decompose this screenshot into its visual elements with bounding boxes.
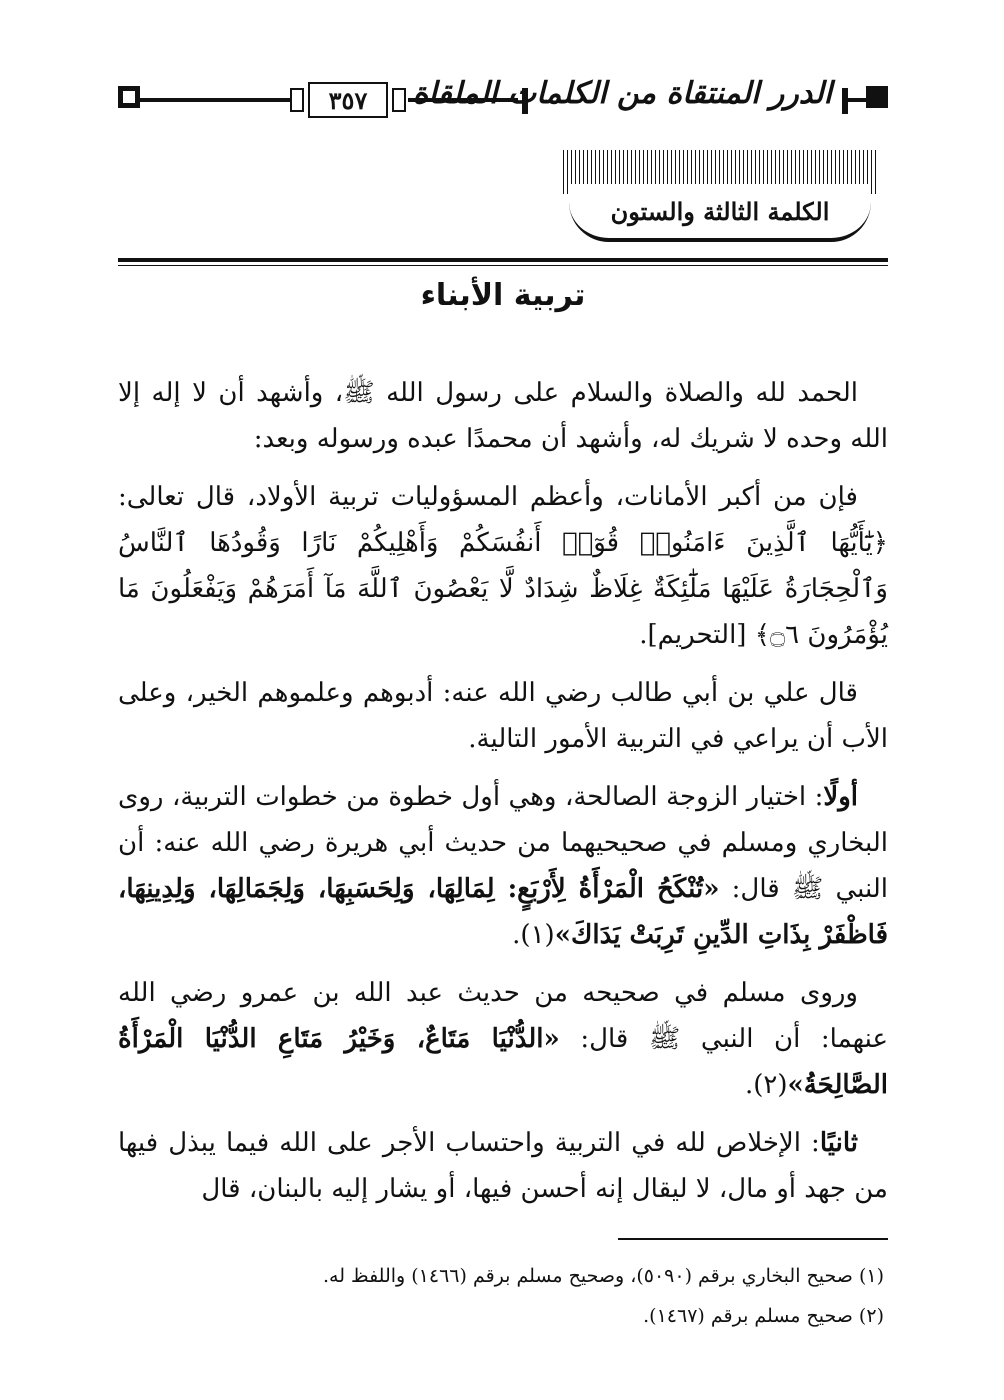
header-rule-right — [848, 98, 866, 102]
article-title: تربية الأبناء — [420, 278, 586, 313]
paragraph-quran-verse: فإن من أكبر الأمانات، وأعظم المسؤوليات تربية الأولاد، قال تعالى: ﴿يَٰٓأَيُّهَا ٱلَّذِينَ ءَامَنُوا۟ قُوٓا۟ أَنفُسَكُمْ وَأَهْلِيكُمْ نَارًا وَقُودُهَا ٱلنَّاسُ وَٱلْحِجَارَةُ عَلَيْهَا مَلَٰٓئِكَةٌ غِلَاظٌ شِدَادٌ لَّا يَعْصُونَ ٱللَّهَ مَآ أَمَرَهُمْ وَيَفْعَلُونَ مَا يُؤْمَرُونَ ۝٦﴾ [التحريم]. — [118, 482, 888, 650]
paragraph-muslim-hadith — [118, 970, 888, 1108]
header-ornament-square-right — [866, 86, 888, 108]
paragraph-first-point — [118, 774, 888, 958]
footnote-ref: (١). — [512, 920, 555, 950]
point-text: وروى مسلم في صحيحه من حديث عبد الله بن عمرو رضي الله عنهما: أن النبي ﷺ قال: — [118, 978, 888, 1054]
chapter-title: الكلمة الثالثة والستون — [610, 196, 830, 226]
title-rule-thick — [118, 258, 888, 262]
book-title: الدرر المنتقاة من الكلمات الملقاة — [412, 76, 832, 111]
article-body — [118, 370, 888, 1224]
paragraph-ali-quote: قال علي بن أبي طالب رضي الله عنه: أدبوهم وعلموهم الخير، وعلى الأب أن يراعي في التربية الأمور التالية. — [118, 678, 888, 754]
point-label: أولًا — [823, 782, 858, 812]
chapter-banner — [563, 150, 877, 242]
point-text: : اختيار الزوجة الصالحة، وهي أول خطوة من خطوات التربية، روى البخاري ومسلم في صحيحيهما من حديث أبي هريرة رضي الله عنه: أن النبي ﷺ قال: — [118, 782, 888, 904]
hadith-quote: «تُنْكَحُ الْمَرْأَةُ لِأَرْبَعٍ: لِمَالِهَا، وَلِحَسَبِهَا، وَلِجَمَالِهَا، وَلِدِينِهَا، فَاظْفَرْ بِذَاتِ الدِّينِ تَرِبَتْ يَدَاكَ» — [118, 874, 888, 950]
title-rule-thin — [118, 265, 888, 266]
header-ornament-square-left — [118, 86, 140, 108]
page-header — [118, 72, 888, 128]
paragraph-opening: الحمد لله والصلاة والسلام على رسول الله ﷺ، وأشهد أن لا إله إلا الله وحده لا شريك له، وأشهد أن محمدًا عبده ورسوله وبعد: — [118, 378, 888, 454]
paragraph-second-point — [118, 1120, 888, 1212]
hadith-quote: «الدُّنْيَا مَتَاعٌ، وَخَيْرُ مَتَاعِ الدُّنْيَا الْمَرْأَةُ الصَّالِحَةُ» — [118, 1024, 888, 1100]
footnote-item: (٢) صحيح مسلم برقم (١٤٦٧). — [643, 1305, 884, 1327]
point-label: ثانيًا — [819, 1128, 858, 1158]
header-rule-left — [140, 98, 290, 102]
footnotes — [118, 1256, 888, 1336]
footnote-ref: (٢). — [744, 1070, 788, 1100]
footnote-item: (١) صحيح البخاري برقم (٥٠٩٠)، وصحيح مسلم برقم (١٤٦٦) واللفظ له. — [322, 1265, 884, 1287]
point-text: : الإخلاص لله في التربية واحتساب الأجر على الله فيما يبذل فيها من جهد أو مال، لا ليقال إنه أحسن فيها، أو يشار إليه بالبنان، قال — [118, 1128, 888, 1204]
page-number: ٣٥٧ — [308, 82, 388, 118]
chapter-title-box — [569, 184, 871, 242]
footnote-rule — [618, 1238, 888, 1240]
